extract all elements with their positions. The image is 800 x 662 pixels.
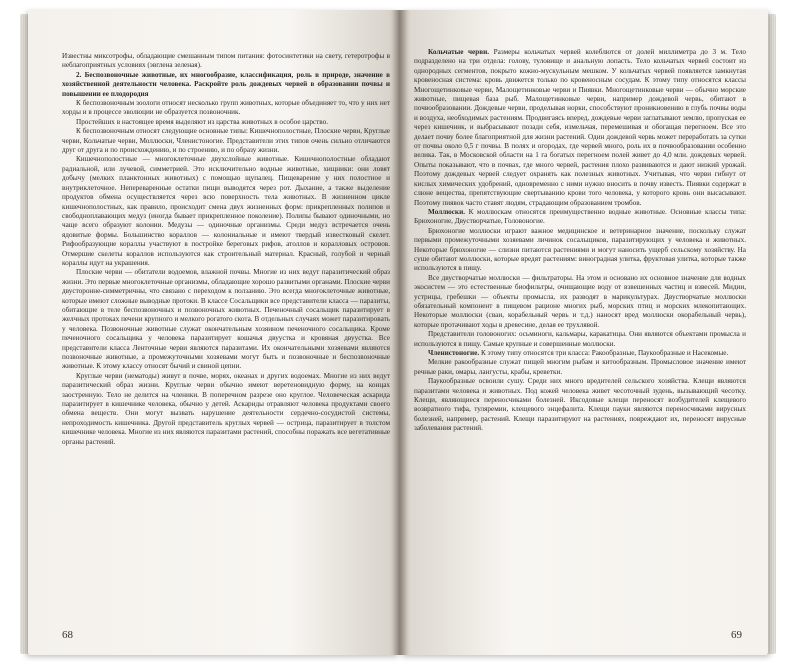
paragraph: Известны миксотрофы, обладающие смешанным типом питания: фотосинтетики на свету, гетеротрофы в неблагоприятных условиях (эвглена зеленая). xyxy=(62,52,390,70)
paragraph: К беспозвоночным относят следующие основные типы: Кишечнополостные, Плоские черви, Круглые черви, Кольчатые черви, Моллюски, Членистоногие. Представители этих типов очень сильно отличаются друг от друга и по происхождению, и по строению, и по образу жизни. xyxy=(62,127,390,155)
book-spine xyxy=(392,10,408,655)
right-page-text xyxy=(414,48,746,434)
paragraph: Кольчатые черви. Размеры кольчатых червей колеблются от долей миллиметра до 3 м. Тело подразделено на три отдела: голову, туловище и анальную лопасть. Тело кольчатых червей состоит из однородных сегментов, покрыто кожно-мускульным мешком. У кольчатых червей появляется замкнутая кровеносная система: кровь движется только по кровеносным сосудам. К этому типу относятся классы Многощетинковые черви, Малощетинковые черви и Пиявки. Многощетинковые черви — обычно морские животные, пищевая база рыб. Малощетинковые черви, например дождевой червь, обитают в почвообразовании. Дождевые черви, проделывая норки, способствуют проникновению в глубь почвы воды и воздуха, необходимых растениям. Продвигаясь вперед, дождевые черви заглатывают землю, пропуская ее через кишечник, и выбрасывают позади себя, измельчая, перемешивая и обогащая перегноем. Все это делает почву более благоприятной для жизни растений. Один дождевой червь может переработать за сутки от почвы около 0,5 г почвы. В полях и огородах, где червей много, роль их в почвообразовании особенно велика. Так, в Московской области на 1 га богатых перегноем полей живет до 4,0 млн. дождевых червей. Опыты показывают, что в почвах, где много червей, растения плохо развиваются и дают низкий урожай. Поэтому дождевых червей следует охранять как полезных животных. Учитывая, что черви гибнут от кислых химических удобрений, одновременно с ними нужно вносить в почву известь. Пиявки содержат в слюне вещества, препятствующие свертыванию крови того человека, у которого кровь они высасывают. Поэтому пиявок часто ставят людям, страдающим образованием тромбов. xyxy=(414,48,747,207)
paragraph: К беспозвоночным зоологи относят несколько групп животных, которые объединяет то, что у них нет хорды и в процессе эволюции не образуется позвоночник. xyxy=(62,99,390,117)
paragraph: Представители головоногих: осьминоги, кальмары, каракатицы. Они являются объектами промысла и используются в пищу. Самые крупные и совершенные моллюски. xyxy=(414,330,746,348)
page-number-right: 69 xyxy=(731,629,742,641)
section-heading: 2. Беспозвоночные животные, их многообразие, классификация, роль в природе, значение в хозяйственной деятельности человека. Раскройте роль дождевых червей в образовании почвы и повышении ее плодородия xyxy=(62,70,390,98)
paragraph: Все двустворчатые моллюски — фильтраторы. На этом и основано их основное значение для водных экосистем — это естественные биофильтры, очищающие воду от взвешенных частиц и взвесей. Мидии, устрицы, гребешки — объекты промысла, их разводят в марикультурах. Двустворчатые моллюски обязательный компонент в пищевом рационе многих рыб, морских птиц и морских млекопитающих. Некоторые моллюски (сваи, корабельный червь и т.д.) наносят вред моллюски окорабельный червь), которые протачивают ходы в древесине, делая ее трухлявой. xyxy=(414,273,746,329)
paragraph: Мелкие ракообразные служат пищей многим рыбам и китообразным. Промысловое значение имеют речные раки, омары, лангусты, крабы, креветки. xyxy=(414,358,746,376)
left-page xyxy=(28,10,400,655)
page-number-left: 68 xyxy=(62,629,73,641)
paragraph: Простейших в настоящее время выделяют из царства животных в особое царство. xyxy=(76,117,329,126)
paragraph: Круглые черви (нематоды) живут в почве, морях, океанах и других водоемах. Многие из них ведут паразитический образ жизни. Круглые черви обычно имеют веретеновидную форму, на концах заостренную. Тело не делится на членики. В поперечном разрезе оно круглое. Человеческая аскарида паразитирует в кишечнике человека, обычно у детей. Аскариды отравляют человека продуктами своего обмена веществ. Они могут вызвать нарушение деятельности сердечно-сосудистой системы, непроходимость кишечника. Другой представитель круглых червей — острица, паразитирует в толстом кишечнике человека. Многие из них являются паразитами растений, способны поражать все вегетативные органы растений. xyxy=(62,371,390,446)
paragraph: Моллюски. К моллюскам относятся преимущественно водные животные. Основные классы типа: Брюхоногие, Двустворчатые, Головоногие. xyxy=(414,207,747,226)
paragraph: Членистоногие. К этому типу относятся три класса: Ракообразные, Паукообразные и Насекомые. xyxy=(428,349,729,357)
right-page xyxy=(400,10,768,655)
paragraph: Кишечнополостные — многоклеточные двухслойные животные. Кишечнополостные обладают радиальной, или лучевой, симметрией. Это исключительно водные животные, хищники: они ловят добычу (мелких планктонных животных) с помощью щупалец. Пищеварение у них полостное и внутриклеточное. Непереваренные остатки пищи выводятся через рот. Дыхание, а также выделение продуктов обмена осуществляется через всю поверхность тела животных. В жизненном цикле кишечнополостных, как правило, происходит смена двух жизненных форм: прикрепленных полипов и свободноплавающих медуз (иногда бывает прикрепленное поколение). Полипы бывают одиночными, но чаще всего образуют колонии. Медузы — одиночные организмы. Среди медуз встречается очень ядовитые формы. Большинство кораллов — колониальные и имеют твердый известковый скелет. Рифообразующие кораллы участвуют в постройке береговых рифов, атоллов и коралловых островов. Отмершие скелеты кораллов используются как строительный материал. Красный, голубой и черный кораллы идут на украшения. xyxy=(62,155,390,267)
paragraph: Плоские черви — обитатели водоемов, влажной почвы. Многие из них ведут паразитический образ жизни. Это первые многоклеточные организмы, обладающие хорошо развитыми органами. Плоские черви двусторонне-симметричны, что связано с переходом к ползанию. Это всегда многоклеточные животные, которые имеют сложные выводные протоки. В классе Сосальщики все представители класса — паразиты, обитающие в теле беспозвоночных и позвоночных животных. Печеночный сосальщик паразитирует в желчных протоках печени крупного и мелкого рогатого скота. В отдельных случаях может паразитировать у человека. Позвоночные животные служат окончательным хозяином печеночного сосальщика. Кроме печеночного сосальщика у человека паразитирует кошачья двуустка и кровяная двуустка. Все представители класса Ленточные черви являются паразитами. Их окончательными хозяевами являются позвоночные животные, а промежуточными хозяевами могут быть и позвоночные и беспозвоночные животные. К этому классу относят бычий и свиной цепни. xyxy=(62,268,390,371)
left-page-text xyxy=(62,52,390,447)
paragraph: Паукообразные освоили сушу. Среди них много вредителей сельского хозяйства. Клещи являются паразитами человека и животных. Под кожей человека живет чесоточный зудень, вызывающий чесотку. Клещи, являющиеся переносчиками болезней. Иксодовые клещи переносят возбудителей клещевого возвратного тифа, туляремии, клещевого энцефалита. Клещи пауки являются переносчиками вирусных болезней, например, растений. Клещи паразитируют на растениях, повреждают их, переносят вирусные заболевания растений. xyxy=(414,377,746,433)
paragraph: Брюхоногие моллюски играют важное медицинское и ветеринарное значение, поскольку служат первыми промежуточными хозяевами личинок сосальщиков, паразитирующих у человека и животных. Некоторые брюхоногие — слизни питаются растениями и могут наносить ущерб сельскому хозяйству. На суше обитают моллюски, которые вредят растениям: виноградная улитка, фруктовая улитка, которые также используются в пищу. xyxy=(414,226,746,273)
